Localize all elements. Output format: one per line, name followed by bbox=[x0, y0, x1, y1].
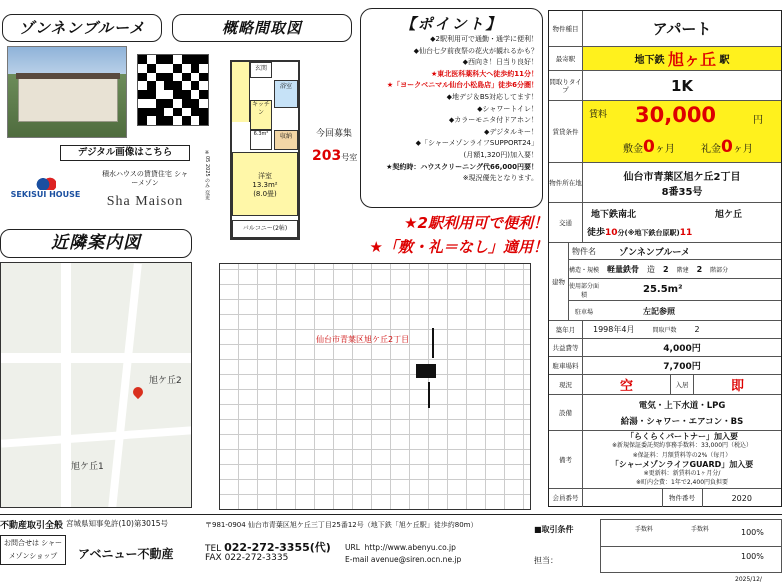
walk-minutes-2: 11 bbox=[679, 228, 693, 238]
fee-box bbox=[600, 519, 782, 573]
fax-label: FAX bbox=[205, 553, 222, 563]
map-label-asahigaoka1: 旭ケ丘1 bbox=[71, 462, 104, 472]
equip-line2: 給湯・シャワー・エアコン・BS bbox=[620, 416, 744, 427]
room-genkan: 玄関 bbox=[250, 62, 272, 78]
units-label: 間取戸数 bbox=[652, 327, 677, 334]
sekisui-logo bbox=[8, 176, 83, 212]
floorplan bbox=[230, 60, 300, 240]
area-value: 25.5m² bbox=[643, 284, 683, 295]
footer bbox=[0, 514, 782, 587]
struct-label: 構造・規模 bbox=[569, 266, 600, 274]
note-item: 「らくらくパートナー」加入要 bbox=[626, 432, 738, 441]
address-label: 物件所在地 bbox=[549, 163, 583, 202]
room-kitchen bbox=[250, 100, 272, 130]
address-line1: 仙台市青葉区旭ケ丘2丁目 bbox=[623, 171, 741, 183]
print-date: 2025/12/ bbox=[735, 576, 762, 583]
station-suffix: 駅 bbox=[719, 55, 730, 66]
status-label: 現況 bbox=[549, 375, 583, 394]
area-label: 使用部分面積 bbox=[569, 282, 600, 299]
area-map[interactable] bbox=[0, 262, 192, 508]
rent-yen: 円 bbox=[753, 115, 763, 126]
fee-pct-2: % bbox=[756, 552, 764, 561]
note-item: ※新規保証委託契約事務手数料：33,000円（税込） bbox=[611, 442, 753, 450]
parking-value: 左記参照 bbox=[643, 306, 675, 316]
fee-label-1: 手数料 bbox=[635, 526, 654, 533]
deposit-label: 敷金 bbox=[623, 144, 643, 155]
building-photo bbox=[7, 46, 127, 138]
room-western bbox=[232, 152, 298, 216]
building-name: ゾンネンブルーメ bbox=[619, 247, 690, 258]
walk-label: 徒歩 bbox=[587, 228, 606, 238]
prop-no-value: 2020 bbox=[731, 493, 752, 503]
equip-line1: 電気・上下水道・LPG bbox=[638, 400, 726, 411]
point-item: ◆2駅利用可で通勤・通学に便利！ bbox=[430, 35, 538, 43]
notes-box bbox=[583, 431, 781, 488]
type-label: 物件種目 bbox=[549, 11, 583, 46]
map-label-asahigaoka2: 旭ケ丘2 bbox=[149, 376, 182, 386]
name-label: 物件名 bbox=[572, 246, 596, 256]
floorplan-side-note: ※05 2025 のみ 変更 bbox=[204, 150, 210, 200]
point-item: ◆カラーモニタ付ドアホン！ bbox=[448, 116, 538, 125]
prop-no-label: 物件番号 bbox=[663, 489, 703, 507]
company-address: 〒981-0904 仙台市青葉区旭ケ丘三丁目25番12号（地下鉄「旭ケ丘駅」徒歩約80m） bbox=[205, 521, 478, 529]
points-box bbox=[360, 8, 543, 208]
room-number: 203 bbox=[312, 148, 342, 164]
parking-label: 駐車場 bbox=[574, 308, 593, 316]
deposit-value: 0 bbox=[643, 137, 655, 157]
terms-box bbox=[583, 101, 781, 162]
struct-word: 造 bbox=[647, 264, 655, 274]
point-item: ◆シャワートイレ！ bbox=[477, 104, 538, 113]
sekisui-text: SEKISUI HOUSE bbox=[10, 190, 81, 199]
qr-code[interactable] bbox=[137, 54, 209, 126]
parking-fee-value: 7,700円 bbox=[663, 362, 701, 372]
western-label: 洋室 bbox=[258, 172, 272, 180]
room-entrance bbox=[232, 62, 250, 122]
built-label: 築年月 bbox=[549, 321, 583, 338]
transport-label: 交通 bbox=[549, 203, 583, 242]
room-suffix: 号室 bbox=[341, 153, 358, 162]
fax-value: 022-272-3335 bbox=[224, 553, 289, 563]
room-floor-word: 階部分 bbox=[710, 266, 729, 274]
area-map-title: 近隣案内図 bbox=[0, 229, 192, 258]
key-value: 0 bbox=[721, 137, 733, 157]
point-item: ★東北医科薬科大へ徒歩約11分！ bbox=[430, 69, 538, 78]
vacancy-room bbox=[312, 148, 357, 164]
fee-value-1: 100 bbox=[741, 528, 757, 537]
mail-value[interactable]: avenue@siren.ocn.ne.jp bbox=[370, 555, 462, 564]
deal-label: ■取引条件 bbox=[534, 525, 574, 534]
banner-no-deposit: ★「敷・礼＝なし」適用！ bbox=[369, 238, 548, 256]
transport-line: 地下鉄南北 bbox=[591, 210, 637, 220]
url-label: URL bbox=[345, 543, 360, 552]
movein-value: 即 bbox=[730, 379, 744, 394]
rent-value: 30,000 bbox=[635, 103, 717, 127]
point-item: ◆仙台七夕前夜祭の花火が観れるかも？ bbox=[413, 46, 538, 55]
property-name-header: ゾンネンブルーメ bbox=[2, 14, 162, 42]
address-line2: 8番35号 bbox=[661, 186, 703, 198]
notes-label: 備考 bbox=[549, 431, 583, 488]
walk-minutes: 10 bbox=[605, 228, 618, 238]
floorplan-title: 概略間取図 bbox=[172, 14, 352, 42]
target-building-icon bbox=[416, 364, 436, 378]
points-title: 【ポイント】 bbox=[400, 15, 503, 33]
points-list bbox=[365, 34, 538, 185]
key-unit: ヶ月 bbox=[732, 144, 753, 155]
terms-label: 賃貸条件 bbox=[549, 101, 583, 162]
balcony: バルコニー(2帖) bbox=[232, 220, 298, 238]
fee-pct-1: % bbox=[756, 528, 764, 537]
url-value[interactable]: http://www.abenyu.co.jp bbox=[364, 543, 456, 552]
floors-word: 階建 bbox=[676, 266, 689, 274]
consult-box: お問合せは シャーメゾンショップ bbox=[0, 535, 66, 565]
common-value: 4,000円 bbox=[663, 344, 701, 354]
transport-box bbox=[583, 203, 781, 242]
layout-label: 間取りタイプ bbox=[549, 71, 583, 100]
layout-type: 1K bbox=[670, 76, 694, 95]
station-label: 最寄駅 bbox=[549, 47, 583, 70]
location-pin-icon bbox=[131, 385, 145, 399]
western-size: 13.3m² bbox=[252, 181, 278, 189]
point-item: (月額1,320円)加入要！ bbox=[463, 150, 538, 159]
rent-label: 賃料 bbox=[589, 110, 608, 120]
point-item: ※現況優先となります。 bbox=[462, 174, 538, 183]
shamaison-note: 積水ハウスの賃貸住宅 シャーメゾン bbox=[102, 170, 188, 187]
point-item: ★契約時：ハウスクリーニング代66,000円要！ bbox=[386, 162, 538, 171]
note-item: ※保証料：月額賃料等の2%（毎月） bbox=[632, 451, 732, 459]
status-value: 空 bbox=[619, 379, 633, 394]
property-info-table bbox=[548, 10, 782, 507]
photo-caption[interactable]: デジタル画像はこちら bbox=[60, 145, 190, 161]
common-label: 共益費等 bbox=[549, 339, 583, 356]
point-item: ◆「シャーメゾンライフSUPPORT24」 bbox=[415, 139, 538, 148]
kitchen-size: 6.3m² bbox=[250, 130, 272, 150]
parking-fee-label: 駐車場料 bbox=[549, 357, 583, 374]
vacancy-label: 今回募集 bbox=[316, 129, 353, 139]
residential-map[interactable] bbox=[219, 263, 531, 510]
point-item: ◆西向き！日当り良好！ bbox=[462, 58, 538, 67]
note-item: ※更新料：新賃料の1ヶ月分/ bbox=[643, 470, 721, 478]
room-bath: 浴室 bbox=[274, 80, 298, 108]
tanto-label: 担当： bbox=[534, 556, 558, 565]
point-item: ◆デジタルキー！ bbox=[484, 127, 538, 136]
bldg-label: 建物 bbox=[549, 243, 569, 320]
movein-label: 入居 bbox=[670, 375, 694, 394]
building-box bbox=[569, 243, 781, 320]
license: 宮城県知事免許(10)第3015号 bbox=[66, 519, 168, 528]
room-storage: 収納 bbox=[274, 130, 298, 150]
tel-label: TEL bbox=[205, 544, 222, 554]
station-name: 旭ヶ丘 bbox=[667, 50, 716, 69]
deposit-unit: ヶ月 bbox=[654, 144, 675, 155]
shamaison-logo: Sha Maison bbox=[106, 194, 184, 209]
note-item: 「シャーメゾンライフGUARD」加入要 bbox=[610, 459, 754, 469]
tel-value[interactable]: 022-272-3355(代) bbox=[224, 541, 331, 554]
struct-value: 軽量鉄骨 bbox=[607, 264, 639, 274]
member-label: 会員番号 bbox=[549, 489, 583, 507]
banner-two-stations: ★2駅利用可で便利！ bbox=[404, 214, 548, 232]
built-value: 1998年4月 bbox=[593, 325, 635, 334]
key-label: 礼金 bbox=[701, 144, 721, 155]
mail-label: E-mail bbox=[345, 555, 369, 564]
equip-label: 設備 bbox=[549, 395, 583, 430]
transport-station: 旭ケ丘 bbox=[715, 210, 743, 220]
fee-label-2: 手数料 bbox=[691, 526, 710, 533]
property-type: アパート bbox=[652, 20, 712, 38]
point-item: ◆地デジ＆BS対応してます！ bbox=[446, 92, 538, 101]
kitchen-label: キッチン bbox=[252, 101, 270, 116]
company-title: 不動産取引全般 bbox=[0, 521, 64, 531]
walk-note: 分(※地下鉄台原駅) bbox=[617, 229, 680, 237]
fee-value-2: 100 bbox=[741, 552, 757, 561]
line-name: 地下鉄 bbox=[634, 55, 665, 66]
map-label-city: 仙台市青葉区旭ケ丘2丁目 bbox=[316, 335, 410, 344]
floors-value: 2 bbox=[663, 264, 669, 274]
note-item: ※町内会費：1年で2,400円負担要 bbox=[635, 479, 729, 487]
units-value: 2 bbox=[694, 325, 700, 334]
company-name: アベニュー不動産 bbox=[78, 547, 174, 561]
point-item: ★「ヨークベニマル仙台小松島店」徒歩6分圏！ bbox=[386, 81, 538, 90]
floor-number: 2 bbox=[696, 264, 703, 274]
western-jou: (8.0畳) bbox=[253, 190, 277, 198]
